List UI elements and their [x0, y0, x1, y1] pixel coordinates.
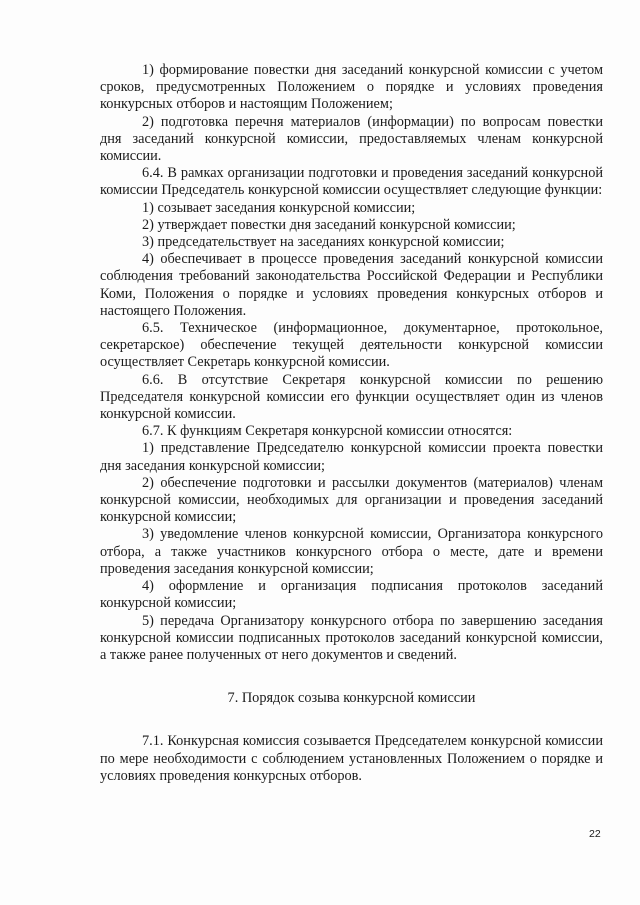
paragraph-4: 1) созывает заседания конкурсной комиссии;	[142, 199, 416, 216]
paragraph-2: 2) подготовка перечня материалов (информации) по вопросам повестки дня заседаний конкурсной комиссии, предоставляемых членам конкурсной комиссии.	[100, 113, 603, 165]
paragraph-3: 6.4. В рамках организации подготовки и проведения заседаний конкурсной комиссии Председатель конкурсной комиссии осуществляет следующие функции:	[100, 165, 603, 199]
section-paragraph: 7.1. Конкурсная комиссия созывается Председателем конкурсной комиссии по мере необходимости с соблюдением установленных Положением о порядке и условиях проведения конкурсных отборов.	[100, 733, 603, 784]
section-heading: 7. Порядок созыва конкурсной комиссии	[227, 690, 476, 707]
document-body	[100, 62, 603, 785]
paragraph-7: 4) обеспечивает в процессе проведения заседаний конкурсной комиссии соблюдения требований законодательства Российской Федерации и Республики Коми, Положения о порядке и условиях проведения конкурсных отборов и настоящего Положения.	[100, 251, 603, 319]
paragraph-6: 3) председательствует на заседаниях конкурсной комиссии;	[142, 234, 505, 251]
paragraph-15: 5) передача Организатору конкурсного отбора по завершению заседания конкурсной комиссии подписанных протоколов заседаний конкурсной комиссии, а также ранее полученных от него документов и сведений.	[100, 612, 603, 663]
paragraph-12: 2) обеспечение подготовки и рассылки документов (материалов) членам конкурсной комиссии, необходимых для организации и проведения заседаний конкурсной комиссии;	[100, 474, 603, 526]
paragraph-1: 1) формирование повестки дня заседаний конкурсной комиссии с учетом сроков, предусмотренных Положением о порядке и условиях проведения конкурсных отборов и настоящим Положением;	[100, 62, 603, 113]
paragraph-13: 3) уведомление членов конкурсной комиссии, Организатора конкурсного отбора, а также участников конкурсного отбора о месте, дате и времени проведения заседания конкурсной комиссии;	[100, 526, 603, 577]
paragraph-5: 2) утверждает повестки дня заседаний конкурсной комиссии;	[142, 216, 516, 233]
paragraph-10: 6.7. К функциям Секретаря конкурсной комиссии относятся:	[142, 423, 513, 440]
paragraph-8: 6.5. Техническое (информационное, документарное, протокольное, секретарское) обеспечение текущей деятельности конкурсной комиссии осуществляет Секретарь конкурсной комиссии.	[100, 320, 603, 371]
page-number: 22	[589, 828, 601, 840]
paragraph-14: 4) оформление и организация подписания протоколов заседаний конкурсной комиссии;	[100, 578, 603, 612]
paragraph-9: 6.6. В отсутствие Секретаря конкурсной комиссии по решению Председателя конкурсной комиссии его функции осуществляет один из членов конкурсной комиссии.	[100, 371, 603, 423]
paragraph-11: 1) представление Председателю конкурсной комиссии проекта повестки дня заседания конкурсной комиссии;	[100, 440, 603, 474]
